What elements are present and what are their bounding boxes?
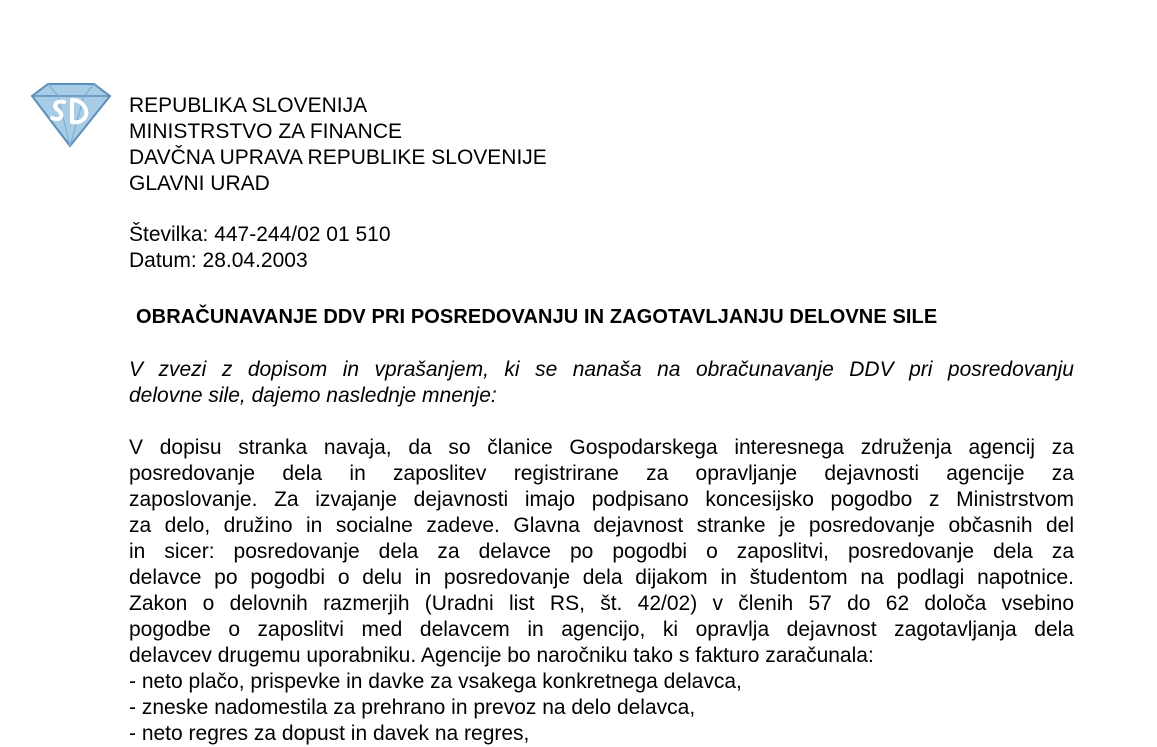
intro-line: delovne sile, dajemo naslednje mnenje: bbox=[129, 384, 497, 407]
durs-logo-icon bbox=[28, 78, 112, 150]
list-item: - zneske nadomestila za prehrano in prevoz na delo delavca, bbox=[129, 696, 696, 719]
document-date: Datum: 28.04.2003 bbox=[129, 249, 308, 272]
body-paragraph bbox=[129, 435, 1074, 747]
document-page bbox=[129, 93, 1074, 747]
body-line: za delo, družino in socialne zadeve. Glavna dejavnost stranke je posredovanje občasnih del bbox=[129, 514, 1074, 537]
body-line: delavce po pogodbi o delu in posredovanje dela dijakom in študentom na podlagi napotnice. bbox=[129, 566, 1074, 589]
body-line: pogodbe o zaposlitvi med delavcem in agencijo, ki opravlja dejavnost zagotavljanja dela bbox=[129, 618, 1074, 641]
body-line: posredovanje dela in zaposlitev registrirane za opravljanje dejavnosti agencije za bbox=[129, 462, 1074, 485]
body-line: V dopisu stranka navaja, da so članice Gospodarskega interesnega združenja agencij za bbox=[129, 436, 1074, 459]
body-line: zaposlovanje. Za izvajanje dejavnosti imajo podpisano koncesijsko pogodbo z Ministrstvom bbox=[129, 488, 1074, 511]
body-line: in sicer: posredovanje dela za delavce po pogodbi o zaposlitvi, posredovanje dela za bbox=[129, 540, 1074, 563]
document-meta bbox=[129, 222, 1074, 274]
letterhead-tax-office: DAVČNA UPRAVA REPUBLIKE SLOVENIJE bbox=[129, 146, 547, 169]
document-title: OBRAČUNAVANJE DDV PRI POSREDOVANJU IN ZAGOTAVLJANJU DELOVNE SILE bbox=[136, 306, 938, 328]
list-item: - neto regres za dopust in davek na regres, bbox=[129, 722, 530, 745]
document-number: Številka: 447-244/02 01 510 bbox=[129, 223, 391, 246]
list-item: - neto plačo, prispevke in davke za vsakega konkretnega delavca, bbox=[129, 670, 742, 693]
letterhead-main-office: GLAVNI URAD bbox=[129, 172, 270, 195]
body-line: Zakon o delovnih razmerjih (Uradni list RS, št. 42/02) v členih 57 do 62 določa vsebino bbox=[129, 592, 1074, 615]
intro-paragraph bbox=[129, 357, 1074, 409]
body-line: delavcev drugemu uporabniku. Agencije bo naročniku tako s fakturo zaračunala: bbox=[129, 644, 874, 667]
letterhead-ministry: MINISTRSTVO ZA FINANCE bbox=[129, 120, 403, 143]
letterhead bbox=[129, 93, 1074, 197]
intro-line: V zvezi z dopisom in vprašanjem, ki se nanaša na obračunavanje DDV pri posredovanju bbox=[129, 358, 1074, 381]
letterhead-republic: REPUBLIKA SLOVENIJA bbox=[129, 94, 368, 117]
